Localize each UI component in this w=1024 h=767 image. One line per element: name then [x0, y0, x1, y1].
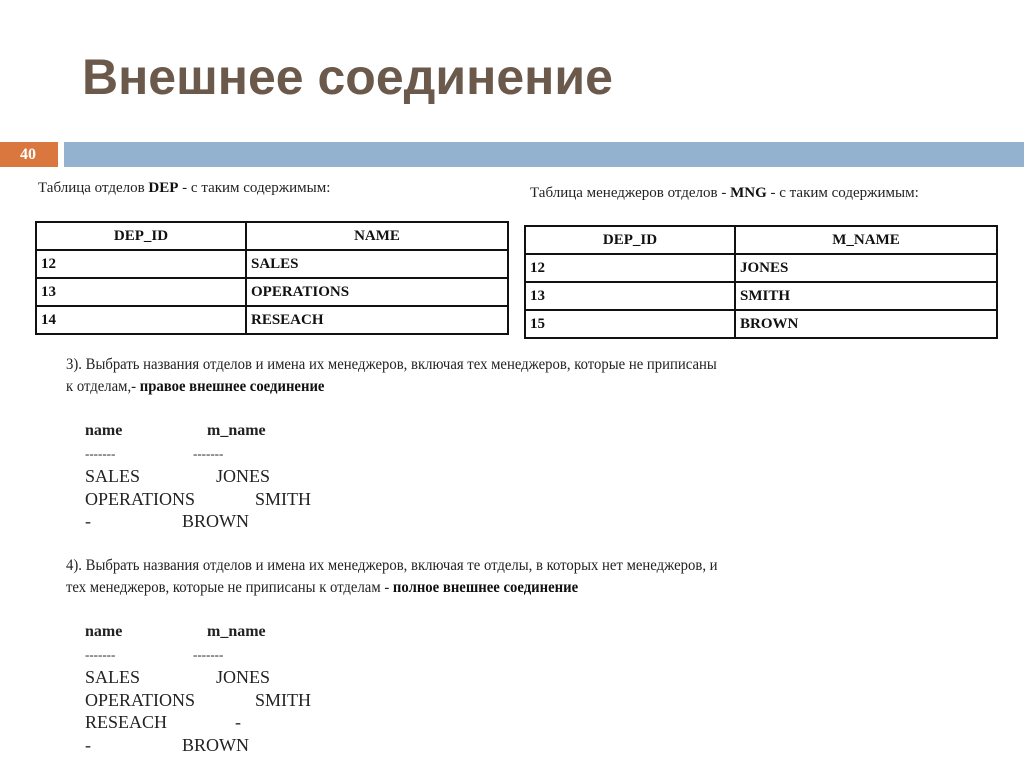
result-cell: OPERATIONS: [85, 689, 196, 710]
caption-text: - с таким содержимым:: [766, 185, 919, 201]
table-cell: 12: [36, 250, 246, 278]
table-row: [525, 310, 997, 338]
mng-table-caption: [530, 185, 919, 202]
table-cell: RESEACH: [246, 306, 508, 334]
result-cell: BROWN: [182, 734, 249, 755]
result-header-m-name: m_name: [207, 422, 266, 439]
mng-table: [524, 225, 998, 339]
slide-title: Внешнее соединение: [82, 49, 613, 105]
caption-text: - с таким содержимым:: [178, 180, 331, 196]
table-cell: BROWN: [735, 310, 997, 338]
task-4-line-2: [66, 577, 718, 599]
table-header-row: [525, 226, 997, 254]
table-cell: 13: [525, 282, 735, 310]
table-row: [36, 278, 508, 306]
dep-table: [35, 221, 509, 335]
table-row: [36, 250, 508, 278]
task-4-text: тех менеджеров, которые не приписаны к отделам -: [66, 579, 393, 596]
divider: -------: [193, 646, 224, 662]
result-header-name: name: [85, 422, 123, 439]
result-cell: -: [235, 712, 241, 732]
task-4-join-type: полное внешнее соединение: [392, 579, 579, 596]
column-header: M_NAME: [735, 226, 997, 254]
divider: -------: [85, 646, 116, 662]
header-bar: [64, 142, 1024, 167]
table-row: [36, 306, 508, 334]
table-cell: SALES: [246, 250, 508, 278]
divider: -------: [85, 445, 116, 461]
column-header: DEP_ID: [525, 226, 735, 254]
task-3-join-type: правое внешнее соединение: [139, 378, 325, 395]
table-header-row: [36, 222, 508, 250]
task-3-description: [66, 354, 717, 398]
result-header-m-name: m_name: [207, 623, 266, 640]
result-cell: JONES: [216, 466, 271, 486]
result-cell: JONES: [216, 667, 271, 687]
slide-number-badge: 40: [0, 142, 58, 167]
caption-table-name: DEP: [148, 180, 179, 196]
dep-table-caption: [38, 180, 330, 197]
table-cell: 12: [525, 254, 735, 282]
task-4-description: [66, 555, 718, 599]
table-row: [525, 254, 997, 282]
column-header: NAME: [246, 222, 508, 250]
result-cell: SALES: [85, 667, 141, 687]
result-cell: BROWN: [182, 511, 249, 531]
result-cell: -: [85, 734, 91, 755]
table-cell: 14: [36, 306, 246, 334]
caption-text: Таблица отделов: [38, 180, 149, 196]
result-cell: OPERATIONS: [85, 488, 196, 509]
divider: -------: [193, 445, 224, 461]
task-3-line-1: 3). Выбрать названия отделов и имена их менеджеров, включая тех менеджеров, которые не приписаны: [66, 356, 717, 373]
table-cell: JONES: [735, 254, 997, 282]
result-header-name: name: [85, 623, 123, 640]
result-cell: -: [85, 511, 91, 531]
caption-text: Таблица менеджеров отделов -: [530, 185, 731, 201]
task-4-line-1: 4). Выбрать названия отделов и имена их менеджеров, включая те отделы, в которых нет менеджеров, и: [66, 557, 718, 574]
task-3-text: к отделам,-: [66, 378, 140, 395]
column-header: DEP_ID: [36, 222, 246, 250]
table-cell: 13: [36, 278, 246, 306]
table-row: [525, 282, 997, 310]
result-cell: SALES: [85, 466, 141, 486]
result-cell: SMITH: [255, 689, 312, 710]
table-cell: OPERATIONS: [246, 278, 508, 306]
result-cell: SMITH: [255, 488, 312, 509]
caption-table-name: MNG: [730, 185, 767, 201]
table-cell: 15: [525, 310, 735, 338]
table-cell: SMITH: [735, 282, 997, 310]
result-cell: RESEACH: [85, 712, 168, 732]
task-3-line-2: [66, 376, 717, 398]
